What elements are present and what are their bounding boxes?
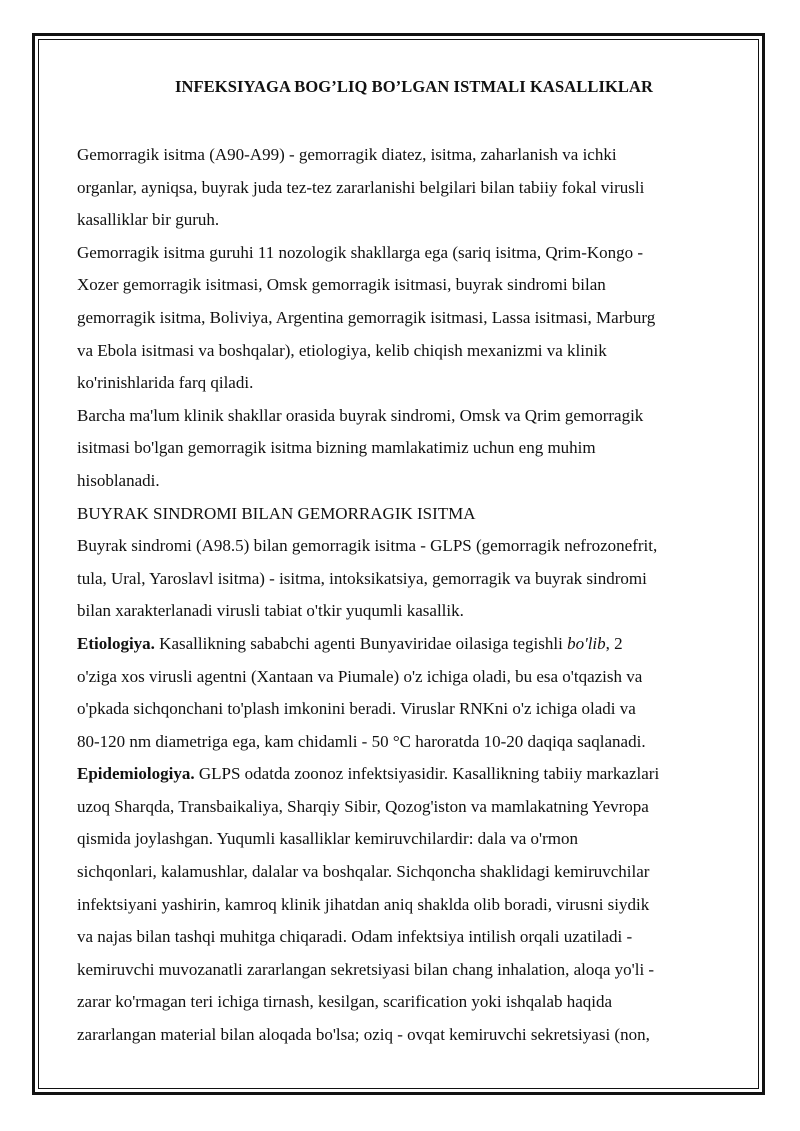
text-line: Buyrak sindromi (A98.5) bilan gemorragik isitma - GLPS (gemorragik nefrozonefrit, — [77, 536, 658, 556]
text-line: infektsiyani yashirin, kamroq klinik jihatdan aniq shaklda olib boradi, virusni siydik — [77, 894, 650, 914]
epidemiology-text: GLPS odatda zoonoz infektsiyasidir. Kasallikning tabiiy markazlari — [194, 764, 660, 784]
text-line: 80-120 nm diametriga ega, kam chidamli - 50 °C haroratda 10-20 daqiqa saqlanadi. — [77, 731, 646, 751]
text-line: va najas bilan tashqi muhitga chiqaradi. Odam infektsiya intilish orqali uzatiladi - — [77, 927, 633, 947]
text-line: organlar, ayniqsa, buyrak juda tez-tez zararlanishi belgilari bilan tabiiy fokal virusli — [77, 177, 645, 197]
etiology-first-line — [77, 628, 727, 661]
epidemiology-first-line — [77, 758, 727, 791]
text-line: bilan xarakterlanadi virusli tabiat o'tkir yuqumli kasallik. — [77, 601, 464, 621]
text-line: kasalliklar bir guruh. — [77, 210, 220, 230]
epidemiology-label: Epidemiologiya. — [77, 764, 195, 784]
text-line: isitmasi bo'lgan gemorragik isitma bizning mamlakatimiz uchun eng muhim — [77, 438, 596, 458]
text-line: hisoblanadi. — [77, 470, 160, 490]
etiology-italic: bo'lib — [567, 633, 606, 653]
document-content — [77, 73, 727, 1052]
text-line: Gemorragik isitma (A90-A99) - gemorragik diatez, isitma, zaharlanish va ichki — [77, 145, 617, 164]
text-line: o'ziga xos virusli agentni (Xantaan va Piumale) o'z ichiga oladi, bu esa o'tqazish va — [77, 666, 643, 686]
etiology-tail: , 2 — [605, 633, 623, 653]
text-line: qismida joylashgan. Yuqumli kasalliklar kemiruvchilardir: dala va o'rmon — [77, 829, 578, 849]
text-line: zararlangan material bilan aloqada bo'lsa; oziq - ovqat kemiruvchi sekretsiyasi (non, — [77, 1025, 650, 1045]
document-title: INFEKSIYAGA BOG’LIQ BO’LGAN ISTMALI KASALLIKLAR — [174, 77, 654, 96]
etiology-label: Etiologiya. — [77, 633, 155, 653]
text-line: sichqonlari, kalamushlar, dalalar va boshqalar. Sichqoncha shaklidagi kemiruvchilar — [77, 862, 650, 882]
text-line: va Ebola isitmasi va boshqalar), etiologiya, kelib chiqish mexanizmi va klinik — [77, 340, 607, 360]
text-line: Gemorragik isitma guruhi 11 nozologik shakllarga ega (sariq isitma, Qrim-Kongo - — [77, 242, 644, 262]
text-line: zarar ko'rmagan teri ichiga tirnash, kesilgan, scarification yoki ishqalab haqida — [77, 992, 613, 1012]
etiology-text: Kasallikning sababchi agenti Bunyaviridae oilasiga tegishli — [154, 633, 568, 653]
text-line: uzoq Sharqda, Transbaikaliya, Sharqiy Sibir, Qozog'iston va mamlakatning Yevropa — [77, 796, 649, 816]
text-line: tula, Ural, Yaroslavl isitma) - isitma, intoksikatsiya, gemorragik va buyrak sindromi — [77, 568, 647, 588]
text-line: ko'rinishlarida farq qiladi. — [77, 373, 254, 393]
text-line: Xozer gemorragik isitmasi, Omsk gemorragik isitmasi, buyrak sindromi bilan — [77, 275, 606, 295]
document-body — [77, 139, 727, 1052]
text-line: Barcha ma'lum klinik shakllar orasida buyrak sindromi, Omsk va Qrim gemorragik — [77, 405, 644, 425]
text-line: o'pkada sichqonchani to'plash imkonini beradi. Viruslar RNKni o'z ichiga oladi va — [77, 699, 636, 719]
section-heading: BUYRAK SINDROMI BILAN GEMORRAGIK ISITMA — [77, 503, 476, 523]
text-line: kemiruvchi muvozanatli zararlangan sekretsiyasi bilan chang inhalation, aloqa yo'li - — [77, 959, 655, 979]
text-line: gemorragik isitma, Boliviya, Argentina gemorragik isitmasi, Lassa isitmasi, Marburg — [77, 307, 656, 327]
